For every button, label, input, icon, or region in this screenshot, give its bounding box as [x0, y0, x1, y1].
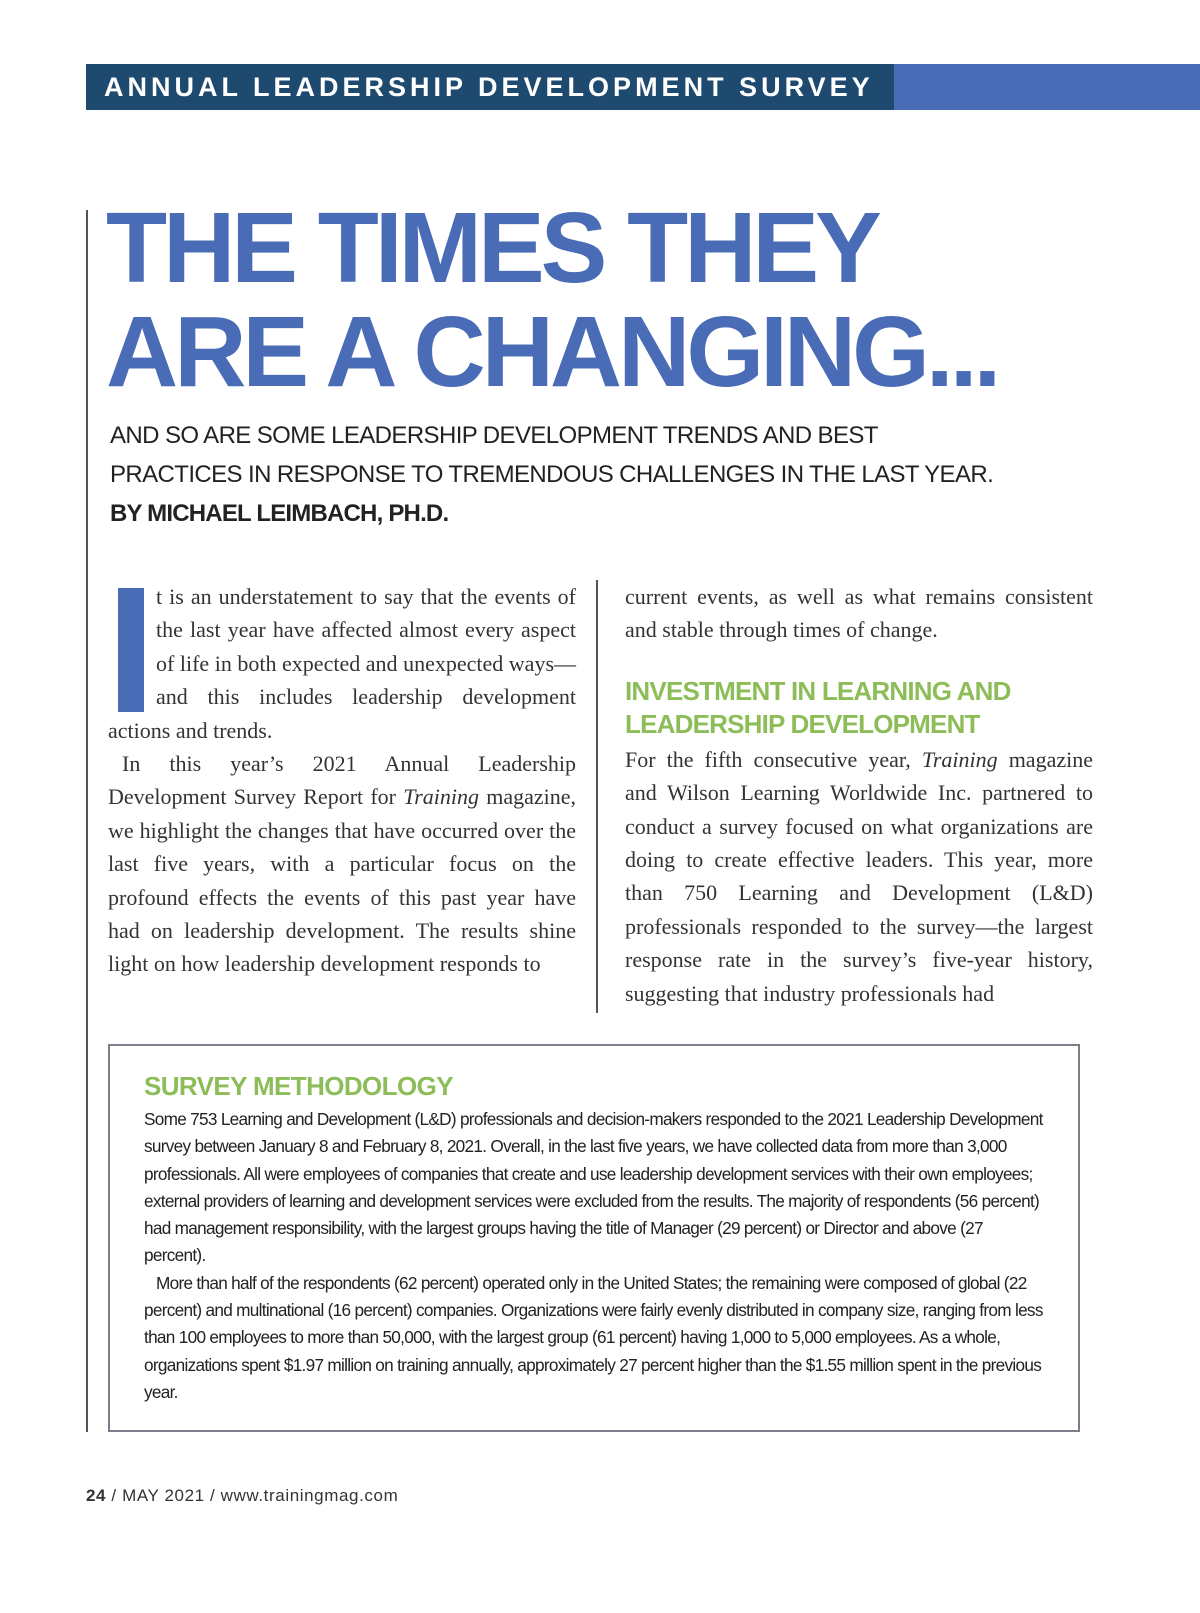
section-banner-label: ANNUAL LEADERSHIP DEVELOPMENT SURVEY: [104, 72, 874, 102]
report-text-b: magazine, we highlight the changes that have occurred over the last five years, with a particular focus on the profound effects the events of this past year have had on leadership development. The results shine light on how leadership development responds to: [108, 784, 576, 977]
paragraph-investment: [625, 743, 1093, 1010]
methodology-paragraph-2: More than half of the respondents (62 percent) operated only in the United States; the remaining were composed of global (22 percent) and multinational (16 percent) companies. Organizations were fairly evenly distributed in company size, ranging from less than 100 employees to more than 50,000, with the largest group (61 percent) having 1,000 to 5,000 employees. As a whole, organizations spent $1.97 million on training annually, approximately 27 percent higher than the $1.55 million spent in the previous year.: [144, 1272, 1043, 1402]
article-deck: [110, 416, 1010, 533]
magazine-title: Training: [921, 746, 998, 772]
column-rule: [596, 580, 598, 1013]
report-text-a: In this year’s 2021 Annual Leadership Development Survey Report for: [108, 751, 576, 810]
drop-cap-i: [118, 588, 144, 712]
investment-text-a: For the fifth consecutive year,: [625, 746, 922, 772]
section-banner-accent: [894, 64, 1200, 110]
paragraph-report-continued: current events, as well as what remains consistent and stable through times of change.: [625, 584, 1093, 643]
article-column-right: [625, 580, 1093, 1010]
page-footer: [86, 1486, 398, 1506]
intro-text: t is an understatement to say that the events of the last year have affected almost every aspect of life in both expected and unexpected ways—and this includes leadership development actions and trends.: [108, 584, 576, 743]
section-subhead: INVESTMENT IN LEARNING AND LEADERSHIP DEVELOPMENT: [625, 675, 1011, 739]
article-headline: [106, 192, 998, 408]
margin-rule: [86, 210, 88, 1432]
deck-text: AND SO ARE SOME LEADERSHIP DEVELOPMENT TRENDS AND BEST PRACTICES IN RESPONSE TO TREMENDOUS CHALLENGES IN THE LAST YEAR.: [110, 422, 994, 488]
methodology-paragraph-1: Some 753 Learning and Development (L&D) professionals and decision-makers responded to the 2021 Leadership Development survey between January 8 and February 8, 2021. Overall, in the last five years, we have collected data from more than 3,000 professionals. All were employees of companies that create and use leadership development services with their own employees; external providers of learning and development services were excluded from the results. The majority of respondents (56 percent) had management responsibility, with the largest groups having the title of Manager (29 percent) or Director and above (27 percent).: [144, 1109, 1043, 1266]
magazine-title: Training: [403, 784, 479, 810]
footer-issue: / MAY 2021 / www.trainingmag.com: [106, 1486, 399, 1505]
byline: BY MICHAEL LEIMBACH, PH.D.: [110, 500, 449, 527]
headline-line-2: ARE A CHANGING...: [106, 296, 998, 408]
article-column-left: [108, 580, 576, 981]
headline-line-1: THE TIMES THEY: [106, 192, 878, 304]
page-number: 24: [86, 1486, 107, 1505]
paragraph-intro: [108, 580, 576, 747]
methodology-body: [144, 1106, 1044, 1406]
paragraph-report: [108, 747, 576, 981]
investment-text-b: magazine and Wilson Learning Worldwide Inc. partnered to conduct a survey focused on what organizations are doing to create effective leaders. This year, more than 750 Learning and Development (L&D) professionals responded to the survey—the largest response rate in the survey’s five-year history, suggesting that industry professionals had: [625, 746, 1093, 1006]
methodology-title: SURVEY METHODOLOGY: [144, 1071, 453, 1101]
